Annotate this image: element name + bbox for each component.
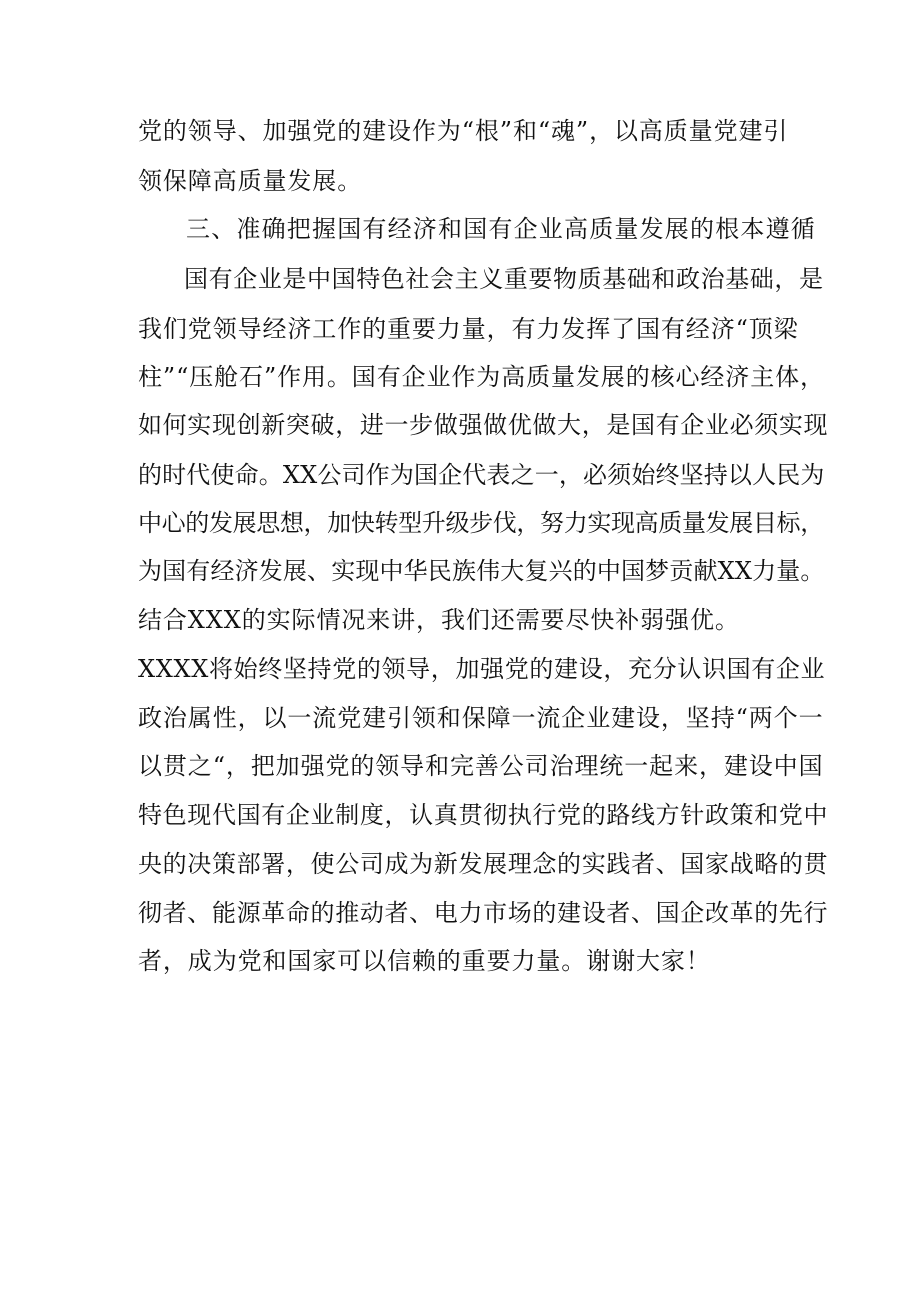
text-line-16: 央的决策部署，使公司成为新发展理念的实践者、国家战略的贯 bbox=[138, 850, 829, 878]
text-line-12: XXXX将始终坚持党的领导，加强党的建设，充分认识国有企业 bbox=[138, 655, 826, 683]
section-heading: 三、准确把握国有经济和国有企业高质量发展的根本遵循 bbox=[186, 215, 816, 243]
text-line-5: 我们党领导经济工作的重要力量，有力发挥了国有经济“顶梁 bbox=[138, 315, 799, 343]
text-line-18: 者，成为党和国家可以信赖的重要力量。谢谢大家！ bbox=[138, 947, 711, 975]
text-line-8: 的时代使命。XX公司作为国企代表之一，必须始终坚持以人民为 bbox=[138, 461, 825, 489]
text-line-10: 为国有经济发展、实现中华民族伟大复兴的中国梦贡献XX力量。 bbox=[138, 557, 825, 585]
text-line-14: 以贯之“，把加强党的领导和完善公司治理统一起来，建设中国 bbox=[138, 752, 824, 780]
text-line-11: 结合XXX的实际情况来讲，我们还需要尽快补弱强优。 bbox=[138, 606, 740, 634]
text-line-17: 彻者、能源革命的推动者、电力市场的建设者、国企改革的先行 bbox=[138, 899, 829, 927]
text-line-1: 党的领导、加强党的建设作为“根”和“魂”，以高质量党建引 bbox=[138, 117, 789, 145]
text-line-15: 特色现代国有企业制度，认真贯彻执行党的路线方针政策和党中 bbox=[138, 801, 829, 829]
text-line-7: 如何实现创新突破，进一步做强做优做大，是国有企业必须实现 bbox=[138, 411, 829, 439]
text-line-13: 政治属性，以一流党建引领和保障一流企业建设，坚持“两个一 bbox=[138, 704, 824, 732]
text-line-9: 中心的发展思想，加快转型升级步伐，努力实现高质量发展目标， bbox=[138, 509, 824, 537]
text-line-6: 柱”“压舱石”作用。国有企业作为高质量发展的核心经济主体， bbox=[138, 363, 825, 391]
text-line-2: 领保障高质量发展。 bbox=[138, 167, 363, 195]
text-line-4: 国有企业是中国特色社会主义重要物质基础和政治基础，是 bbox=[184, 265, 824, 293]
